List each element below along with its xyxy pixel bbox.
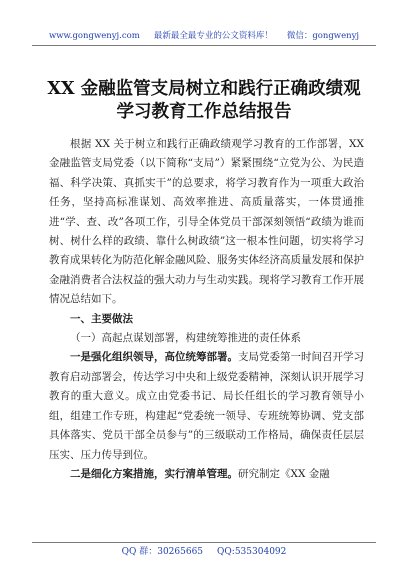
footer-divider [32, 542, 376, 543]
title-line-2: 学习教育工作总结报告 [116, 102, 292, 122]
header-website-link[interactable]: www.gongwenyj.com [48, 31, 140, 41]
header-divider [32, 45, 376, 46]
section-heading-1: 一、主要做法 [70, 312, 133, 325]
title-line-1: XX 金融监管支局树立和践行正确政绩观 [47, 79, 361, 99]
header-wechat: 微信：gongwenyj [286, 31, 360, 41]
document-title [40, 78, 368, 124]
page-header [0, 30, 408, 42]
item-paragraph-1 [49, 348, 364, 464]
item-1-lead: 一是强化组织领导，高位统筹部署。 [70, 351, 238, 364]
subsection-heading-1: （一）高起点谋划部署，构建统筹推进的责任体系 [70, 332, 301, 345]
header-slogan: 最新最全最专业的公文资料库！ [153, 31, 273, 41]
footer-qq-group: QQ 群：30265665 [121, 547, 204, 557]
item-2-text: 研究制定《XX 金融 [238, 467, 330, 480]
page-footer [0, 546, 408, 558]
item-1-text: 支局党委第一时间召开学习教育启动部署会，传达学习中央和上级党委精神，深刻认识开展学习教育的重大意义。成立由党委书记、局长任组长的学习教育领导小组，组建工作专班，构建起“党委统一领导、专班统筹协调、党支部具体落实、党员干部全员参与”的三级联动工作格局，确保责任层层压实、压力传导到位。 [49, 351, 364, 461]
footer-qq: QQ:535304092 [217, 547, 287, 557]
item-paragraph-2 [49, 465, 364, 484]
document-body [49, 135, 364, 484]
item-2-lead: 二是细化方案措施，实行清单管理。 [70, 467, 238, 480]
intro-paragraph: 根据 XX 关于树立和践行正确政绩观学习教育的工作部署，XX 金融监管支局党委（以下简称“支局”）紧紧围绕“立党为公、为民造福、科学决策、真抓实干”的总要求，将学习教育作为一项重大政治任务，坚持高标准谋划、高效率推进、高质量落实，一体贯通推进“学、查、改”各项工作，引导全体党员干部深刻领悟“政绩为谁而树、树什么样的政绩、靠什么树政绩”这一根本性问题，切实将学习教育成果转化为防范化解金融风险、服务实体经济高质量发展和保护金融消费者合法权益的强大动力与生动实践。现将学习教育工作开展情况总结如下。 [49, 138, 364, 306]
